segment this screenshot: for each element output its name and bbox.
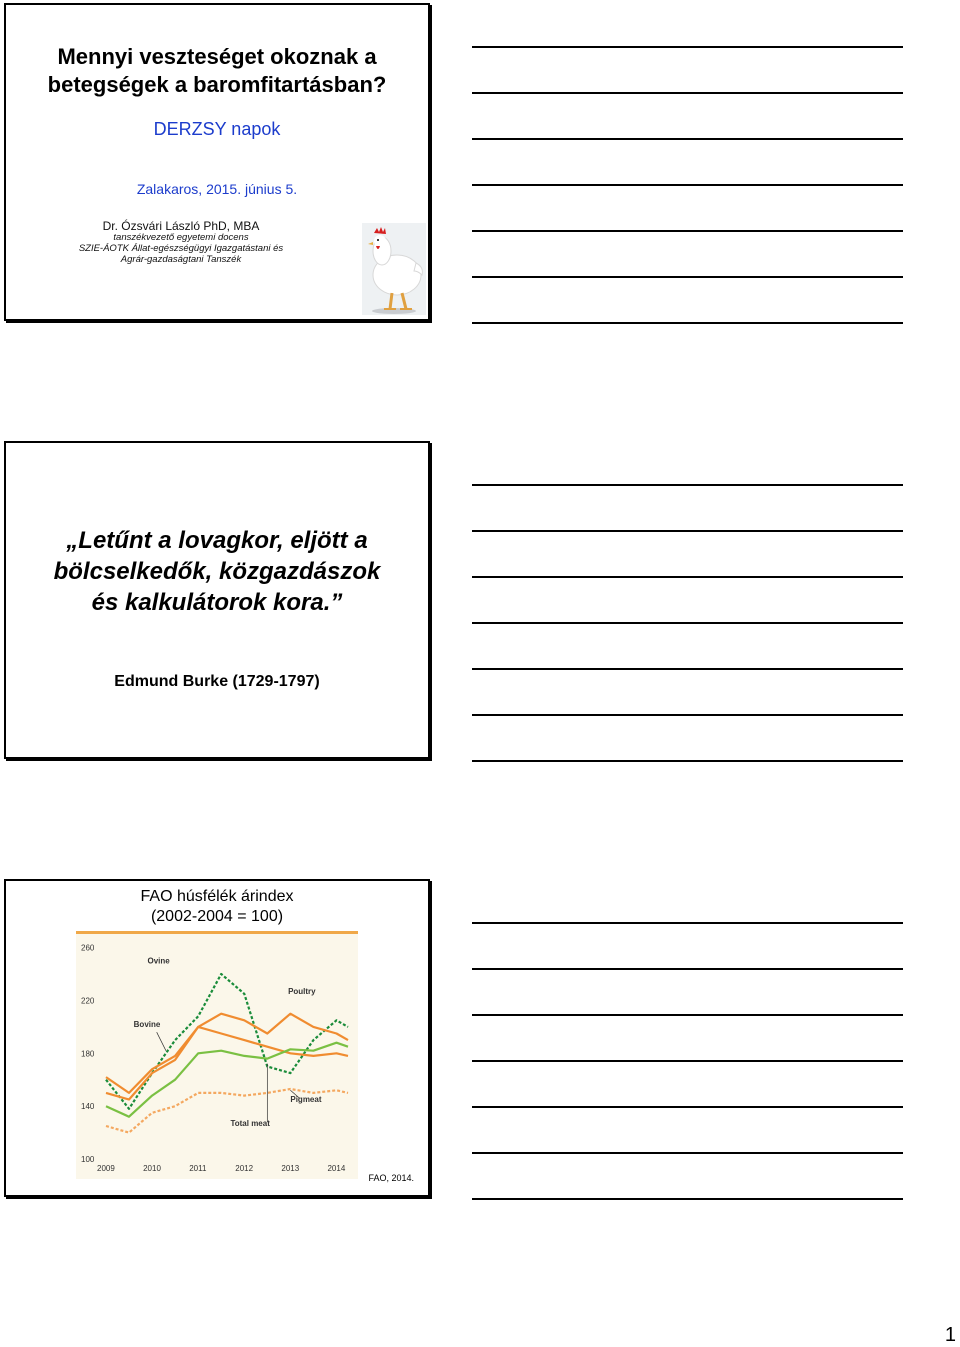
note-line: [472, 184, 903, 186]
author-institution-2: Agrár-gazdaságtani Tanszék: [120, 254, 242, 265]
author-block: [6, 220, 356, 265]
chicken-image: [362, 223, 426, 315]
event-name: DERZSY napok: [153, 119, 281, 139]
note-line: [472, 968, 903, 970]
page-number: 1: [944, 1324, 956, 1346]
note-line: [472, 46, 903, 48]
slide-1-title: Mennyi veszteséget okoznak a betegségek a baromfitartásban?: [47, 44, 387, 97]
slide-2: [4, 441, 430, 759]
slide-1: [4, 3, 430, 321]
author-name: Dr. Ózsvári László PhD, MBA: [102, 219, 260, 233]
quote: [6, 525, 428, 618]
chart-title-line-1: FAO húsfélék árindex: [140, 888, 294, 905]
chart-area: [76, 931, 358, 1179]
chart-title: [76, 887, 358, 927]
note-line: [472, 922, 903, 924]
x-tick-label: 2010: [143, 1164, 161, 1173]
chicken-icon: [362, 223, 426, 315]
note-line: [472, 714, 903, 716]
y-tick-label: 260: [81, 943, 95, 953]
chart-title-line-2: (2002-2004 = 100): [150, 908, 284, 925]
note-line: [472, 322, 903, 324]
price-index-chart: [76, 931, 358, 1179]
note-line: [472, 1014, 903, 1016]
chart-top-bar: [76, 931, 358, 934]
note-line: [472, 92, 903, 94]
note-line: [472, 1198, 903, 1200]
series-annotation: Total meat: [230, 1118, 270, 1128]
y-tick-label: 100: [81, 1155, 95, 1164]
note-line: [472, 576, 903, 578]
y-tick-label: 220: [81, 996, 95, 1006]
note-line: [472, 530, 903, 532]
chart-source: FAO, 2014.: [368, 1173, 414, 1183]
note-line: [472, 138, 903, 140]
note-line: [472, 276, 903, 278]
annotation-pointer: [157, 1032, 166, 1050]
quote-line-2: bölcselkedők, közgazdászok: [53, 558, 381, 585]
x-tick-label: 2012: [235, 1164, 254, 1173]
series-annotation: Ovine: [147, 956, 170, 966]
x-tick-label: 2011: [189, 1164, 207, 1173]
note-line: [472, 668, 903, 670]
author-institution-1: SZIE-ÁOTK Állat-egészségügyi Igazgatástani és: [78, 243, 284, 254]
note-line: [472, 760, 903, 762]
y-tick-label: 140: [81, 1102, 95, 1112]
series-annotation: Bovine: [133, 1019, 161, 1029]
quote-line-3: és kalkulátorok kora.”: [91, 589, 343, 616]
note-line: [472, 230, 903, 232]
x-tick-label: 2013: [281, 1164, 300, 1173]
note-line: [472, 1060, 903, 1062]
slide-3: [4, 879, 430, 1197]
note-line: [472, 1106, 903, 1108]
note-line: [472, 1152, 903, 1154]
x-tick-label: 2009: [97, 1164, 115, 1173]
event-place-date: Zalakaros, 2015. június 5.: [136, 181, 298, 197]
y-tick-label: 180: [81, 1049, 95, 1059]
series-annotation: Pigmeat: [290, 1095, 322, 1105]
quote-attribution: Edmund Burke (1729-1797): [114, 673, 320, 690]
note-line: [472, 622, 903, 624]
series-annotation: Poultry: [288, 986, 316, 996]
author-role: tanszékvezető egyetemi docens: [113, 232, 249, 243]
note-line: [472, 484, 903, 486]
x-tick-label: 2014: [327, 1164, 346, 1173]
quote-line-1: „Letűnt a lovagkor, eljött a: [66, 527, 368, 554]
